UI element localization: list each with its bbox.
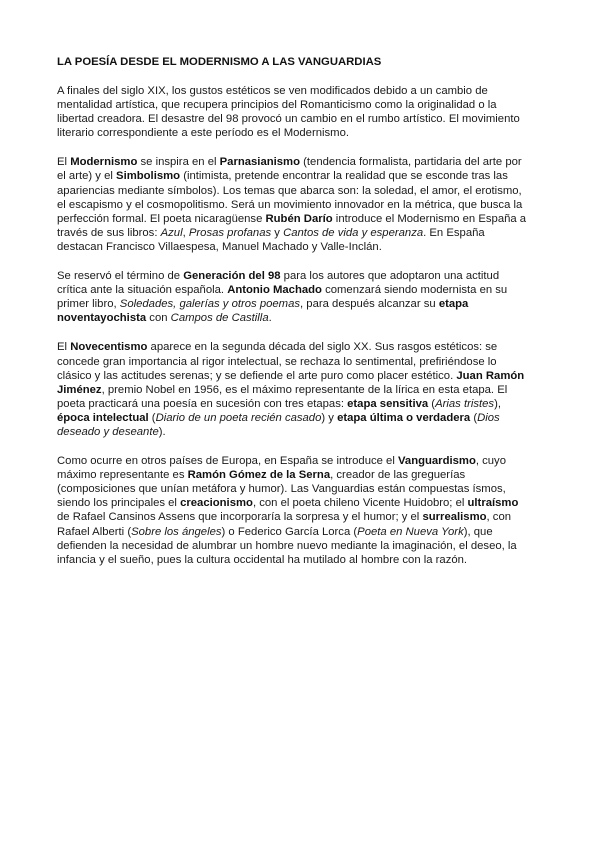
text-run: Como ocurre en otros países de Europa, en España se introduce el [57,455,398,468]
bold-term: etapa noventayochista [57,298,469,325]
bold-term: Parnasianismo [219,156,300,169]
paragraph-modernismo [57,155,527,254]
paragraph-novecentismo [57,340,527,439]
text-run: introduce el Modernismo en España a través de sus libros: [57,212,527,239]
document-title: LA POESÍA DESDE EL MODERNISMO A LAS VANGUARDIAS [57,56,382,68]
text-run: , con Rafael Alberti ( [57,511,512,538]
text-run: ) y [321,411,338,424]
bold-term: Generación del 98 [183,270,281,283]
text-run: para los autores que adoptaron una actitud crítica ante la situación española. [57,270,500,297]
paragraph-generacion-98 [57,269,527,325]
text-run: , para después alcanzar su [300,298,439,311]
text-run: ), [494,397,501,410]
bold-term: Ramón Gómez de la Serna [187,469,331,482]
book-title: Sobre los ángeles [131,525,222,538]
bold-term: Simbolismo [116,170,181,183]
text-run: ), que defienden la necesidad de alumbrar un hombre nuevo mediante la imaginación, el deseo, la infancia y el sueño, pues la cultura occidental ha mutilado al hombre con la razón. [57,525,517,566]
bold-term: surrealismo [422,511,487,524]
text-run: . En España destacan Francisco Villaespesa, Manuel Machado y Valle-Inclán. [57,226,485,253]
text-run: se inspira en el [137,156,220,169]
text-run: y [271,226,284,239]
text-run: , creador de las greguerías (composiciones que unían metáfora y humor). Las Vanguardias están compuestas ísmos, siendo los principales el [57,469,506,510]
text-run: . [268,312,272,325]
book-title: Dios deseado y deseante [57,411,500,438]
bold-term: Vanguardismo [398,455,476,468]
bold-term: ultraísmo [467,497,519,510]
text-run: aparece en la segunda década del siglo XX. Sus rasgos estéticos: se concede gran importancia al rigor intelectual, se rechaza lo sentimental, prefiriéndose lo clásico y las actitudes serenas; y se defiende el arte puro como placer estético. [57,341,498,382]
text-run: con [146,312,171,325]
text-run: ( [148,411,156,424]
bold-term: creacionismo [180,497,253,510]
book-title: Arias tristes [435,397,495,410]
text-run: El [57,341,71,354]
bold-term: Modernismo [70,156,138,169]
text-run: , premio Nobel en 1956, es el máximo representante de la lírica en esta etapa. El poeta practicará una poesía en sucesión con tres etapas: [57,383,508,410]
text-run: El [57,156,71,169]
text-run: (tendencia formalista, partidaria del arte por el arte) y el [57,156,522,183]
bold-term: Novecentismo [70,341,148,354]
text-run: ) o Federico García Lorca ( [221,525,358,538]
book-title: Poeta en Nueva York [357,525,464,538]
text-run: de Rafael Cansinos Assens que incorporaría la sorpresa y el humor; y el [57,511,423,524]
text-run: , [182,226,189,239]
text-run: ( [470,411,478,424]
bold-term: etapa última o verdadera [337,411,471,424]
paragraph-intro [57,84,527,140]
book-title: Cantos de vida y esperanza [283,226,424,239]
bold-term: etapa sensitiva [347,397,429,410]
bold-term: Juan Ramón Jiménez [57,369,525,396]
text-run: ( [428,397,436,410]
bold-term: Antonio Machado [227,284,322,297]
text-run: Se reservó el término de [57,270,184,283]
document-page [57,55,527,582]
book-title: Prosas profanas [188,226,272,239]
paragraph-vanguardismo [57,454,527,567]
text-run: A finales del siglo XIX, los gustos estéticos se ven modificados debido a un cambio de mentalidad artística, que recupera principios del Romanticismo como la originalidad o la libertad creadora. El desastre del 98 provocó un cambio en el rumbo artístico. El movimiento literario correspondiente a este período es el Modernismo. [57,85,520,140]
text-run: , con el poeta chileno Vicente Huidobro; el [252,497,468,510]
book-title: Azul [160,226,183,239]
bold-term: Rubén Darío [265,212,333,225]
book-title: Diario de un poeta recién casado [155,411,322,424]
text-run: comenzará siendo modernista en su primer libro, [57,284,508,311]
book-title: Soledades, galerías y otros poemas [119,298,301,311]
book-title: Campos de Castilla [170,312,269,325]
text-run: , cuyo máximo representante es [57,455,506,482]
bold-term: época intelectual [57,411,149,424]
text-run: ). [158,425,166,438]
text-run: (intimista, pretende encontrar la realidad que se esconde tras las apariencias mediante símbolos). Los temas que abarca son: la soledad, el amor, el erotismo, el escapismo y el cosmopolitismo. Será un movimiento innovador en la métrica, que busca la perfección formal. El poeta nicaragüense [57,170,523,225]
